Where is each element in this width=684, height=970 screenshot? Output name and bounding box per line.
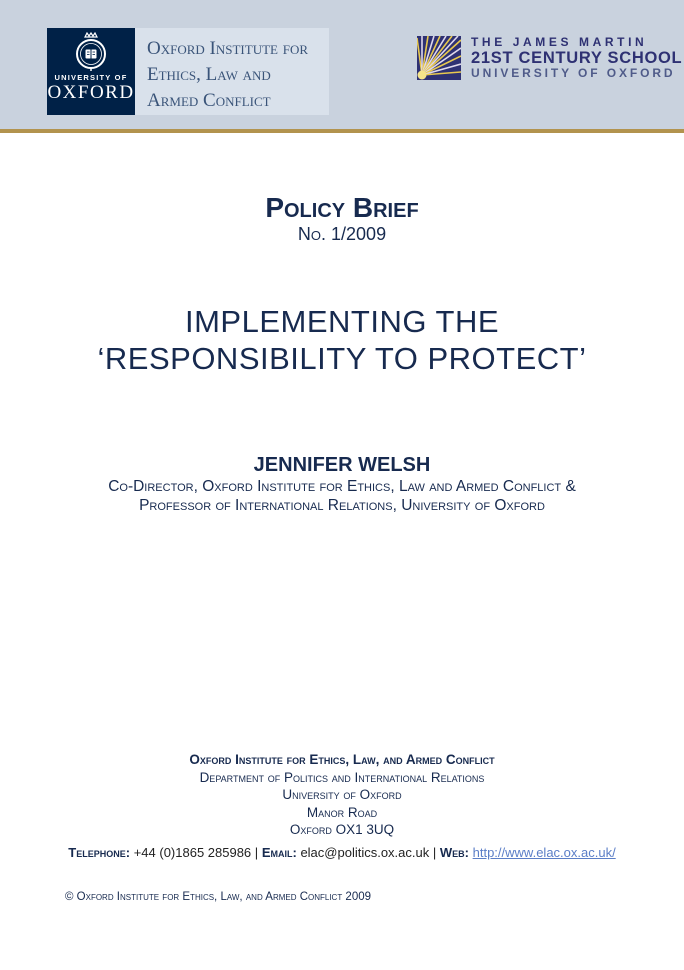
institute-name-panel xyxy=(135,28,329,115)
web-label: Web: xyxy=(439,845,469,860)
author-name: JENNIFER WELSH xyxy=(253,454,431,476)
issue-number: No. 1/2009 xyxy=(297,224,387,244)
address-block xyxy=(0,751,684,839)
oxford-logo-university-of: UNIVERSITY OF xyxy=(54,73,128,82)
contact-separator: | xyxy=(432,845,437,860)
james-martin-line1: THE JAMES MARTIN xyxy=(471,35,648,49)
telephone-label: Telephone: xyxy=(68,845,131,860)
james-martin-logo xyxy=(417,36,682,80)
document-title xyxy=(0,303,684,377)
sunburst-icon xyxy=(417,36,461,80)
institute-name-line2: Ethics, Law and xyxy=(147,63,271,85)
series-title: Policy Brief xyxy=(265,192,419,223)
telephone-value: +44 (0)1865 285986 xyxy=(133,845,252,860)
email-label: Email: xyxy=(261,845,297,860)
document-title-line1: IMPLEMENTING THE xyxy=(184,304,500,339)
institute-name-line1: Oxford Institute for xyxy=(147,37,309,59)
oxford-university-logo xyxy=(47,28,135,115)
contact-separator: | xyxy=(254,845,259,860)
address-street: Manor Road xyxy=(306,804,378,820)
james-martin-line2: 21ST CENTURY SCHOOL xyxy=(471,49,683,67)
james-martin-logo-text xyxy=(471,36,682,80)
email-value: elac@politics.ox.ac.uk xyxy=(300,845,430,860)
author-affiliation-line1: Co-Director, Oxford Institute for Ethics, Law and Armed Conflict & xyxy=(108,478,576,495)
address-department: Department of Politics and International Relations xyxy=(199,769,485,785)
address-university: University of Oxford xyxy=(282,787,402,802)
address-institute: Oxford Institute for Ethics, Law, and Armed Conflict xyxy=(189,752,495,767)
header-band xyxy=(0,0,684,129)
copyright-notice: © Oxford Institute for Ethics, Law, and Armed Conflict 2009 xyxy=(65,891,372,903)
oxford-crest-icon xyxy=(72,32,110,72)
gold-divider xyxy=(0,129,684,133)
contact-line xyxy=(0,845,684,861)
author-affiliation xyxy=(0,477,684,515)
oxford-logo-wordmark: OXFORD xyxy=(47,82,135,103)
address-postcode: Oxford OX1 3UQ xyxy=(289,822,395,837)
document-title-line2: ‘RESPONSIBILITY TO PROTECT’ xyxy=(97,341,587,376)
author-affiliation-line2: Professor of International Relations, University of Oxford xyxy=(139,497,545,514)
institute-name-line3: Armed Conflict xyxy=(147,89,271,111)
web-link[interactable]: http://www.elac.ox.ac.uk/ xyxy=(472,845,616,860)
james-martin-line3: UNIVERSITY OF OXFORD xyxy=(471,66,676,80)
